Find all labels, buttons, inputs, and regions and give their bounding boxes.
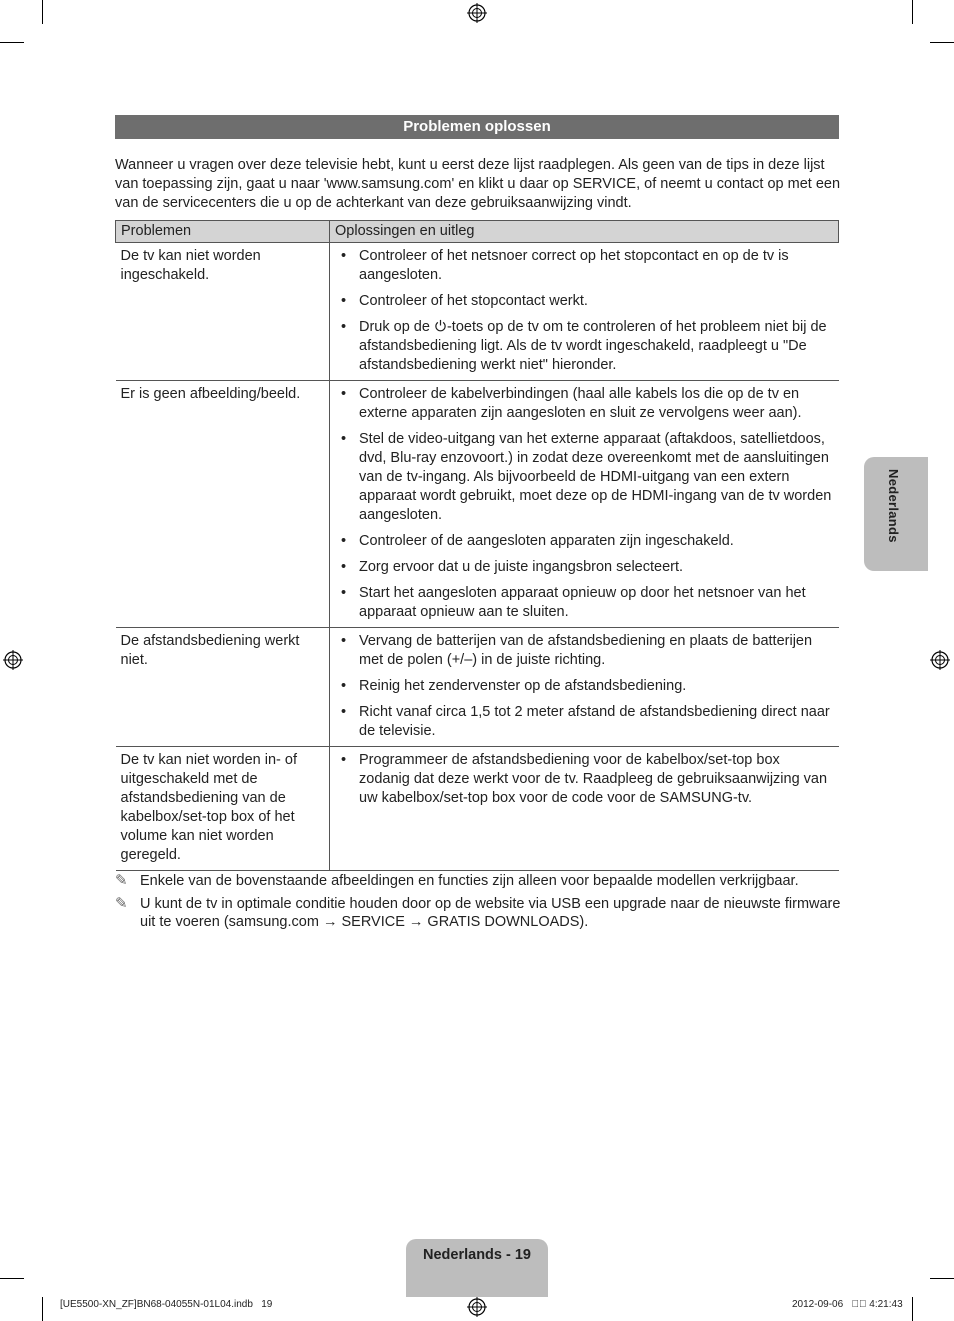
pencil-note-icon: ✎ <box>115 872 128 889</box>
solution-item: • Stel de video-uitgang van het externe apparaat (aftakdoos, satellietdoos, dvd, Blu-ray enzovoort.) in zodat deze overeenkomt met de aansluitingen van de tv-ingang. Als bijvoorbeeld de HDMI-uitgang van een extern apparaat wordt gebruikt, moet deze op de HDMI-ingang van de tv worden aangesloten. <box>335 430 835 525</box>
solution-item: • Reinig het zendervenster op de afstandsbediening. <box>335 677 835 696</box>
solution-list <box>335 247 835 375</box>
solution-item: • Start het aangesloten apparaat opnieuw op door het netsnoer van het apparaat opnieuw aan te sluiten. <box>335 584 835 622</box>
crop-mark <box>42 1297 43 1321</box>
solution-item: • Zorg ervoor dat u de juiste ingangsbron selecteert. <box>335 558 835 577</box>
page-number-tab <box>406 1239 548 1297</box>
solution-list <box>335 751 835 808</box>
crop-mark <box>0 42 24 43</box>
solution-item: • Controleer of de aangesloten apparaten zijn ingeschakeld. <box>335 532 835 551</box>
registration-mark-icon <box>3 650 23 670</box>
solution-cell <box>330 747 839 871</box>
page-number-label: Nederlands - 19 <box>423 1247 531 1263</box>
crop-mark <box>0 1278 24 1279</box>
solution-text: -toets op de tv om te controleren of het probleem niet bij de afstandsbediening ligt. Als de tv wordt ingeschakeld, raadpleegt u "De afstandsbediening werkt niet" hieronder. <box>359 319 827 373</box>
print-footer-filename: [UE5500-XN_ZF]BN68-04055N-01L04.indb 19 <box>60 1299 273 1310</box>
solution-cell <box>330 381 839 628</box>
registration-mark-icon <box>930 650 950 670</box>
solution-cell <box>330 628 839 747</box>
note-text: Enkele van de bovenstaande afbeeldingen en functies zijn alleen voor bepaalde modellen verkrijgbaar. <box>140 873 799 889</box>
print-footer-timestamp: 2012-09-06 ￿￿ 4:21:43 <box>792 1299 903 1310</box>
crop-mark <box>42 0 43 24</box>
solution-item: • Programmeer de afstandsbediening voor de kabelbox/set-top box zodanig dat deze werkt voor de tv. Raadpleeg de gebruiksaanwijzing van uw kabelbox/set-top box voor de code voor de SAMSUNG-tv. <box>335 751 835 808</box>
solution-item <box>335 318 835 375</box>
pencil-note-icon: ✎ <box>115 895 128 912</box>
crop-mark <box>912 0 913 24</box>
solution-list <box>335 385 835 622</box>
table-row <box>116 747 839 871</box>
problem-cell: De tv kan niet worden ingeschakeld. <box>116 243 330 381</box>
solution-text: Druk op de <box>359 319 434 335</box>
intro-paragraph: Wanneer u vragen over deze televisie hebt, kunt u eerst deze lijst raadplegen. Als geen van de tips in deze lijst van toepassing zijn, gaat u naar 'www.samsung.com' en klikt u daar op SERVICE, of neemt u contact op met een van de servicecenters die u op de achterkant van deze gebruiksaanwijzing vindt. <box>115 157 841 211</box>
table-header-row <box>116 221 839 243</box>
problem-cell: Er is geen afbeelding/beeld. <box>116 381 330 628</box>
registration-mark-icon <box>467 3 487 23</box>
table-row <box>116 628 839 747</box>
solution-item: • Controleer of het netsnoer correct op het stopcontact en op de tv is aangesloten. <box>335 247 835 285</box>
registration-mark-icon <box>467 1297 487 1317</box>
column-header-problems: Problemen <box>116 221 330 243</box>
section-title: Problemen oplossen <box>115 115 839 139</box>
solution-item: • Controleer of het stopcontact werkt. <box>335 292 835 311</box>
language-side-tab <box>864 457 928 571</box>
power-icon <box>434 319 447 332</box>
language-label: Nederlands <box>886 469 901 543</box>
table-row <box>116 243 839 381</box>
note-text: U kunt de tv in optimale conditie houden door op de website via USB een upgrade naar de nieuwste firmware uit te voeren (samsung.com → SERVICE → GRATIS DOWNLOADS). <box>140 896 841 930</box>
solution-item: • Controleer de kabelverbindingen (haal alle kabels los die op de tv en externe apparaten zijn aangesloten en sluit ze vervolgens weer aan). <box>335 385 835 423</box>
solution-item: • Richt vanaf circa 1,5 tot 2 meter afstand de afstandsbediening direct naar de televisie. <box>335 703 835 741</box>
solution-item: • Vervang de batterijen van de afstandsbediening en plaats de batterijen met de polen (+/–) in de juiste richting. <box>335 632 835 670</box>
solution-cell <box>330 243 839 381</box>
table-row <box>116 381 839 628</box>
solution-list <box>335 632 835 741</box>
crop-mark <box>912 1297 913 1321</box>
notes-section <box>115 872 845 936</box>
crop-mark <box>930 1278 954 1279</box>
problem-cell: De tv kan niet worden in- of uitgeschakeld met de afstandsbediening van de kabelbox/set-top box of het volume kan niet worden geregeld. <box>116 747 330 871</box>
column-header-solutions: Oplossingen en uitleg <box>330 221 839 243</box>
crop-mark <box>930 42 954 43</box>
troubleshooting-table <box>115 220 839 871</box>
note-item <box>115 895 845 931</box>
problem-cell: De afstandsbediening werkt niet. <box>116 628 330 747</box>
note-item <box>115 872 845 890</box>
